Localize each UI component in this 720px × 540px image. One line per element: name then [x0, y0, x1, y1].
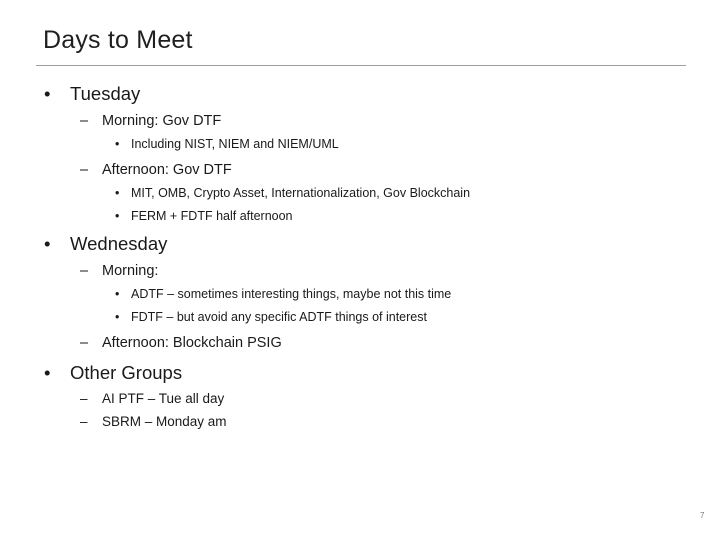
bullet-wednesday-label: Wednesday: [70, 233, 168, 254]
bullet-dot: •: [115, 310, 120, 324]
wednesday-morning-item: [80, 263, 158, 279]
tuesday-morning-detail: [115, 137, 339, 151]
tuesday-morning-detail-text: Including NIST, NIEM and NIEM/UML: [131, 137, 339, 151]
dash-marker: –: [80, 391, 88, 406]
dash-marker: –: [80, 113, 89, 129]
bullet-tuesday-label: Tuesday: [70, 83, 141, 104]
tuesday-afternoon-detail: [115, 186, 470, 200]
wednesday-afternoon-item: [80, 335, 282, 351]
dash-marker: –: [80, 162, 89, 178]
bullet-dot: •: [115, 186, 120, 200]
tuesday-afternoon-detail-text: MIT, OMB, Crypto Asset, Internationalization, Gov Blockchain: [131, 186, 471, 200]
bullet-dot: •: [44, 233, 51, 254]
bullet-other-groups: [44, 362, 182, 384]
other-groups-item-text: SBRM – Monday am: [102, 414, 227, 429]
page-number: 7: [700, 511, 705, 520]
bullet-dot: •: [44, 362, 51, 383]
title-divider: [36, 65, 686, 66]
tuesday-morning-item: [80, 113, 221, 129]
tuesday-afternoon-label: Afternoon: Gov DTF: [102, 162, 232, 178]
bullet-dot: •: [115, 209, 120, 223]
other-groups-item: [80, 414, 227, 429]
wednesday-morning-detail: [115, 287, 451, 301]
dash-marker: –: [80, 414, 88, 429]
dash-marker: –: [80, 335, 89, 351]
bullet-other-groups-label: Other Groups: [70, 362, 183, 383]
other-groups-item: [80, 391, 224, 406]
slide-title: Days to Meet: [43, 26, 193, 54]
tuesday-afternoon-detail-text: FERM + FDTF half afternoon: [131, 209, 293, 223]
dash-marker: –: [80, 263, 89, 279]
bullet-tuesday: [44, 83, 140, 105]
bullet-dot: •: [44, 83, 51, 104]
wednesday-afternoon-label: Afternoon: Blockchain PSIG: [102, 335, 282, 351]
other-groups-item-text: AI PTF – Tue all day: [102, 391, 225, 406]
bullet-dot: •: [115, 287, 120, 301]
bullet-dot: •: [115, 137, 120, 151]
wednesday-morning-detail-text: FDTF – but avoid any specific ADTF things of interest: [131, 310, 427, 324]
wednesday-morning-detail-text: ADTF – sometimes interesting things, maybe not this time: [131, 287, 452, 301]
wednesday-morning-label: Morning:: [102, 263, 159, 279]
tuesday-morning-label: Morning: Gov DTF: [102, 113, 222, 129]
bullet-wednesday: [44, 233, 167, 255]
wednesday-morning-detail: [115, 310, 427, 324]
tuesday-afternoon-item: [80, 162, 232, 178]
tuesday-afternoon-detail: [115, 209, 293, 223]
